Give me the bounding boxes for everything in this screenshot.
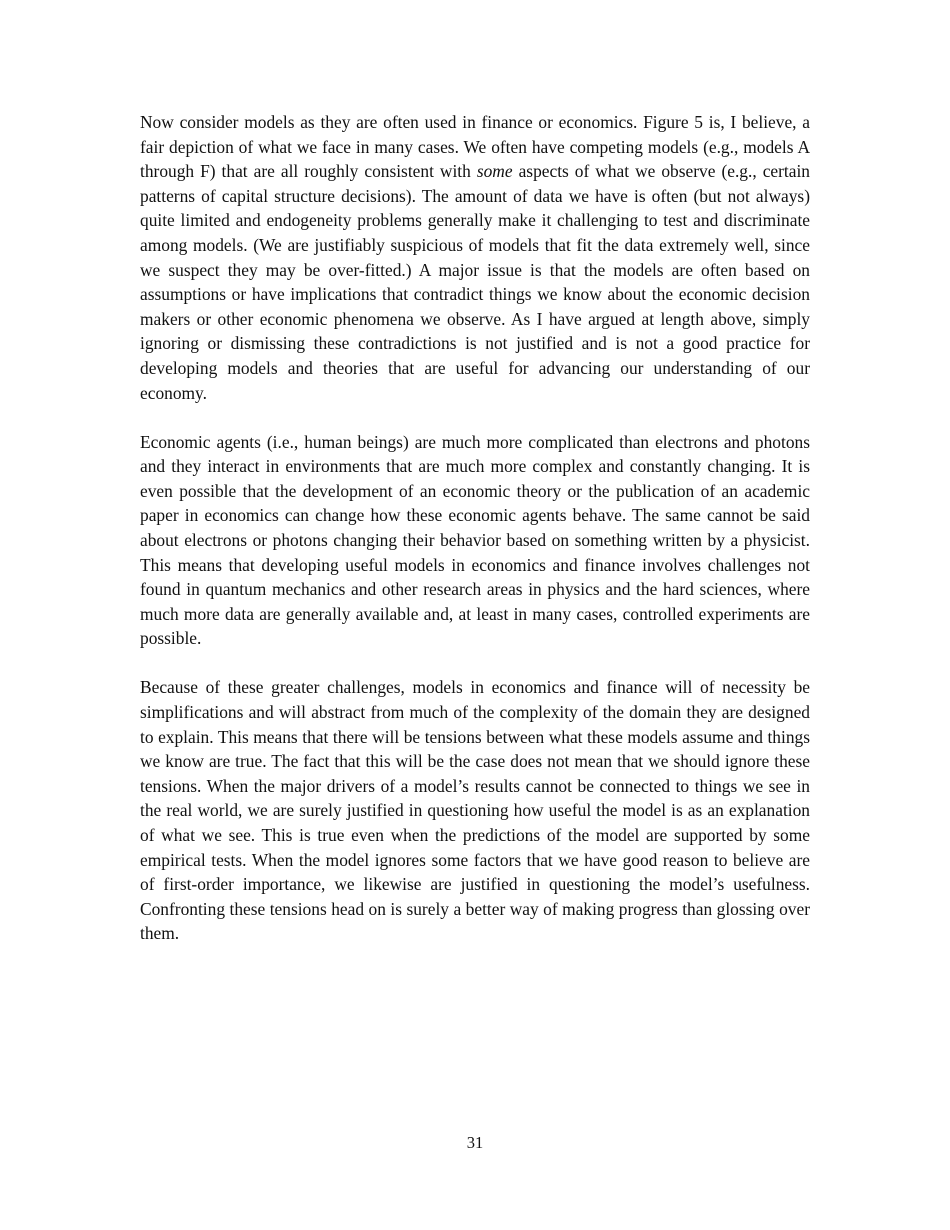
page-body: [140, 110, 810, 971]
paragraph-greater-challenges: Because of these greater challenges, models in economics and finance will of necessity be simplifications and will abstract from much of the complexity of the domain they are designed to explain. This means that there will be tensions between what these models assume and things we know are true. The fact that this will be the case does not mean that we should ignore these tensions. When the major drivers of a model’s results cannot be connected to things we see in the real world, we are surely justified in questioning how useful the model is as an explanation of what we see. This is true even when the predictions of the model are supported by some empirical tests. When the model ignores some factors that we have good reason to believe are of first-order importance, we likewise are justified in questioning the model’s usefulness. Confronting these tensions head on is surely a better way of making progress than glossing over them.: [140, 677, 810, 944]
paragraph-1-text-start: Now consider models as they are often used in finance or economics. Figure 5 is, I believe, a fair depiction of what we face in many cases. We often have competing models (e.g., models A through F) that are all roughly consistent with: [140, 112, 810, 182]
paragraph-models-in-finance: [140, 110, 810, 405]
paragraph-1-italic-word: some: [476, 161, 513, 182]
page-number: 31: [466, 1133, 484, 1152]
paragraph-1-text-end: aspects of what we observe (e.g., certain patterns of capital structure decisions). The amount of data we have is often (but not always) quite limited and endogeneity problems generally make it challenging to test and discriminate among models. (We are justifiably suspicious of models that fit the data extremely well, since we suspect they may be over-fitted.) A major issue is that the models are often based on assumptions or have implications that contradict things we know about the economic decision makers or other economic phenomena we observe. As I have argued at length above, simply ignoring or dismissing these contradictions is not justified and is not a good practice for developing models and theories that are useful for advancing our understanding of our economy.: [140, 161, 811, 403]
paragraph-economic-agents: Economic agents (i.e., human beings) are much more complicated than electrons and photons and they interact in environments that are much more complex and constantly changing. It is even possible that the development of an economic theory or the publication of an academic paper in economics can change how these economic agents behave. The same cannot be said about electrons or photons changing their behavior based on something written by a physicist. This means that developing useful models in economics and finance involves challenges not found in quantum mechanics and other research areas in physics and the hard sciences, where much more data are generally available and, at least in many cases, controlled experiments are possible.: [140, 431, 810, 649]
